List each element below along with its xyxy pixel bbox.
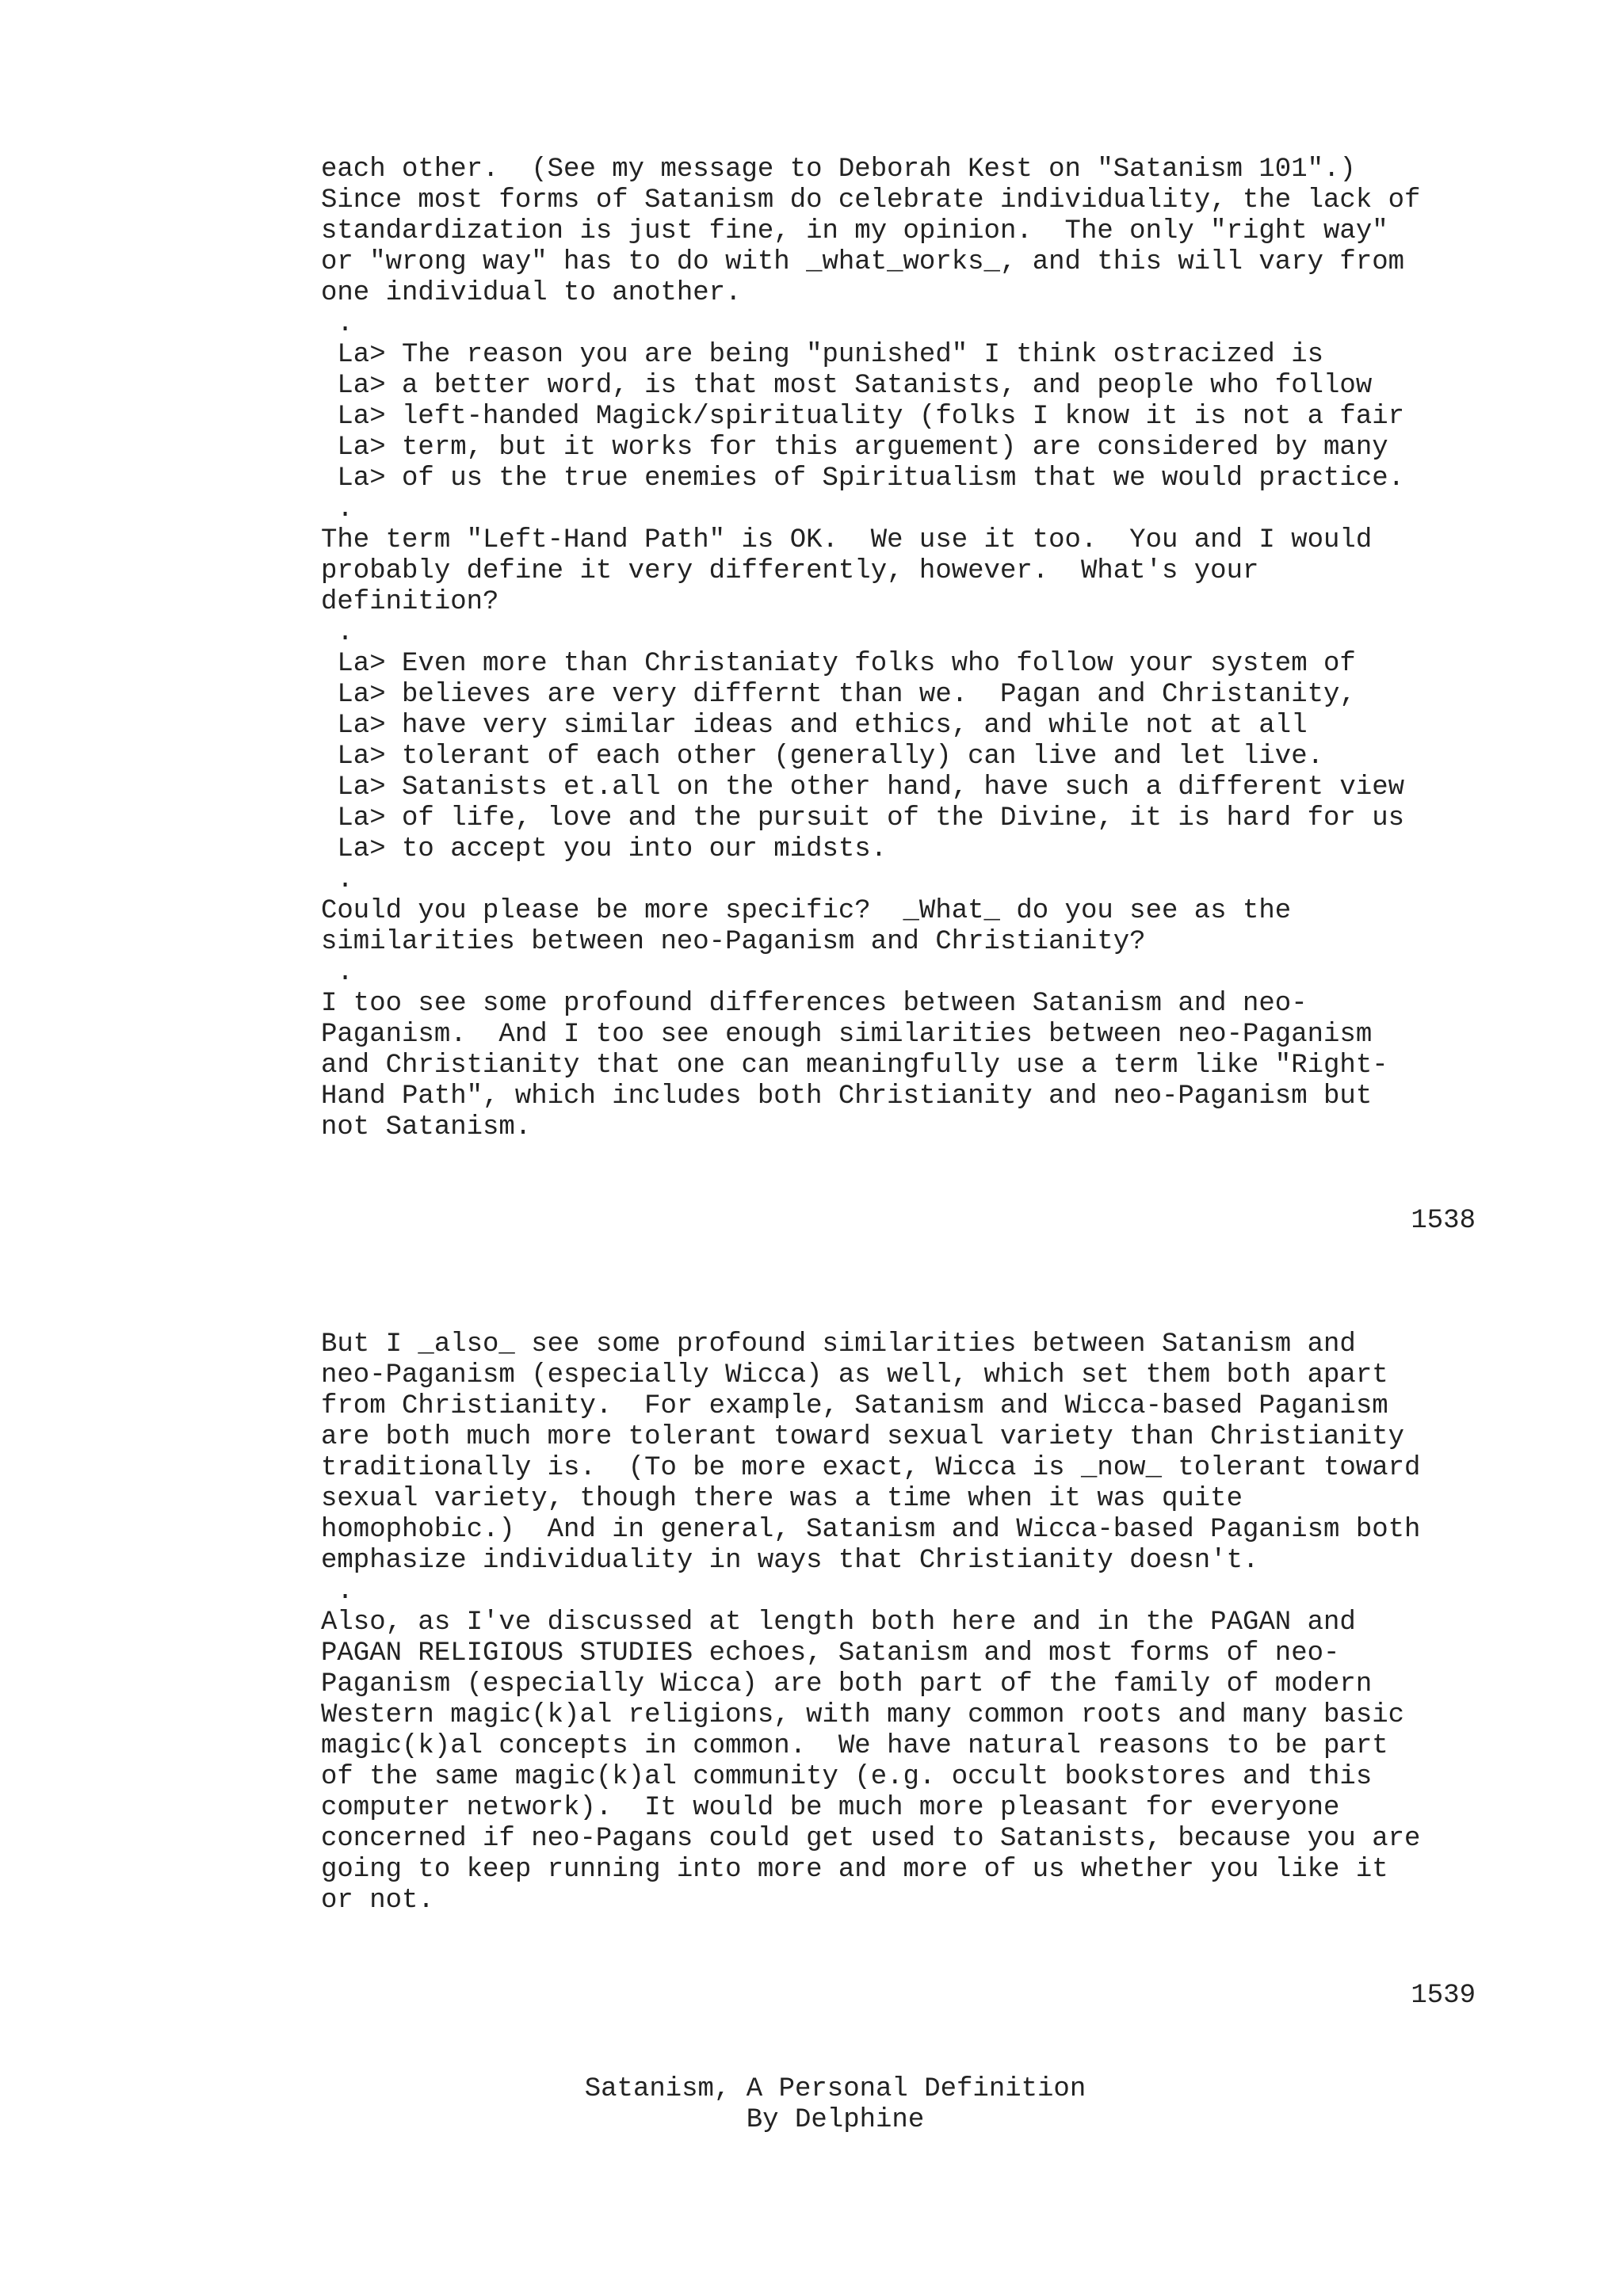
page-number-1539: 1539 bbox=[1411, 1981, 1476, 2011]
page-1539-text-line: traditionally is. (To be more exact, Wicca is _now_ tolerant toward bbox=[321, 1453, 1421, 1483]
page-1539-text-line: computer network). It would be much more pleasant for everyone bbox=[321, 1793, 1340, 1823]
page-1539-text-line: PAGAN RELIGIOUS STUDIES echoes, Satanism and most forms of neo- bbox=[321, 1638, 1340, 1669]
page-1538-text-line: La> tolerant of each other (generally) can live and let live. bbox=[321, 742, 1324, 772]
page-1538-text-line: La> a better word, is that most Satanists, and people who follow bbox=[321, 371, 1373, 401]
page-1539-text-line: emphasize individuality in ways that Christianity doesn't. bbox=[321, 1546, 1259, 1576]
page-1539-text-line: magic(k)al concepts in common. We have natural reasons to be part bbox=[321, 1731, 1388, 1761]
page-1538-text-line: similarities between neo-Paganism and Christianity? bbox=[321, 927, 1146, 957]
page-1538-text-line: probably define it very differently, however. What's your bbox=[321, 556, 1259, 586]
article-author: By Delphine bbox=[746, 2105, 925, 2135]
page-1539-text-line: from Christianity. For example, Satanism and Wicca-based Paganism bbox=[321, 1391, 1388, 1421]
page-1539-text-line: Paganism (especially Wicca) are both part of the family of modern bbox=[321, 1669, 1373, 1699]
page-1538-text-line: definition? bbox=[321, 587, 499, 617]
page-1539-text-line: are both much more tolerant toward sexual variety than Christianity bbox=[321, 1422, 1405, 1452]
page-1538-text-line: I too see some profound differences between Satanism and neo- bbox=[321, 989, 1308, 1019]
page-1538-text-line: La> believes are very differnt than we. Pagan and Christanity, bbox=[321, 680, 1356, 710]
page-1538-text-line: one individual to another. bbox=[321, 278, 742, 308]
page-1538-text-line: not Satanism. bbox=[321, 1112, 532, 1142]
page-1538-text-line: . bbox=[321, 865, 353, 895]
page-1539-text-line: Western magic(k)al religions, with many common roots and many basic bbox=[321, 1700, 1405, 1730]
page-1538-text-line: Hand Path", which includes both Christianity and neo-Paganism but bbox=[321, 1081, 1373, 1112]
page-1539-text-line: or not. bbox=[321, 1886, 434, 1916]
page-1538-text-line: La> left-handed Magick/spirituality (folks I know it is not a fair bbox=[321, 402, 1405, 432]
page-1538-text-line: standardization is just fine, in my opinion. The only "right way" bbox=[321, 216, 1388, 246]
page-1539-text-line: of the same magic(k)al community (e.g. occult bookstores and this bbox=[321, 1762, 1373, 1792]
page-1539-text-line: . bbox=[321, 1577, 353, 1607]
page-1539-text-line: neo-Paganism (especially Wicca) as well, which set them both apart bbox=[321, 1360, 1388, 1390]
page-1539-text-line: concerned if neo-Pagans could get used to Satanists, because you are bbox=[321, 1824, 1421, 1854]
page-number-1538: 1538 bbox=[1411, 1206, 1476, 1236]
page-1538-text-line: or "wrong way" has to do with _what_works_, and this will vary from bbox=[321, 247, 1405, 277]
page-1539-text-line: homophobic.) And in general, Satanism and Wicca-based Paganism both bbox=[321, 1515, 1421, 1545]
page-1538-text-line: La> of us the true enemies of Spiritualism that we would practice. bbox=[321, 463, 1405, 494]
page-1538-text-line: La> The reason you are being "punished" I think ostracized is bbox=[321, 340, 1324, 370]
page-1538-text-line: La> have very similar ideas and ethics, and while not at all bbox=[321, 711, 1308, 741]
page-1539-text-line: sexual variety, though there was a time when it was quite bbox=[321, 1484, 1243, 1514]
page-1538-text-line: . bbox=[321, 309, 353, 339]
page-1538-text-line: Could you please be more specific? _What_ do you see as the bbox=[321, 896, 1292, 926]
page-1538-text-line: La> of life, love and the pursuit of the Divine, it is hard for us bbox=[321, 803, 1405, 833]
page-1539-text-line: But I _also_ see some profound similarities between Satanism and bbox=[321, 1329, 1356, 1360]
page-1539-text-line: going to keep running into more and more of us whether you like it bbox=[321, 1855, 1388, 1885]
page-1538-text-line: . bbox=[321, 958, 353, 988]
page-1538-text-line: and Christianity that one can meaningfully use a term like "Right- bbox=[321, 1051, 1388, 1081]
page-1538-text-line: . bbox=[321, 494, 353, 524]
page-1538-text-line: each other. (See my message to Deborah Kest on "Satanism 101".) bbox=[321, 154, 1356, 185]
page-1539-text-line: Also, as I've discussed at length both here and in the PAGAN and bbox=[321, 1608, 1356, 1638]
page-1538-text-line: . bbox=[321, 618, 353, 648]
page-1538-text-line: La> to accept you into our midsts. bbox=[321, 834, 888, 864]
page-1538-text-line: Since most forms of Satanism do celebrate individuality, the lack of bbox=[321, 185, 1421, 215]
article-title: Satanism, A Personal Definition bbox=[584, 2074, 1086, 2104]
page-1538-text-line: The term "Left-Hand Path" is OK. We use it too. You and I would bbox=[321, 525, 1373, 555]
page-1538-text-line: La> Even more than Christaniaty folks who follow your system of bbox=[321, 649, 1356, 679]
page-1538-text-line: La> Satanists et.all on the other hand, have such a different view bbox=[321, 772, 1405, 803]
page-1538-text-line: La> term, but it works for this arguement) are considered by many bbox=[321, 433, 1388, 463]
page-1538-text-line: Paganism. And I too see enough similarities between neo-Paganism bbox=[321, 1020, 1373, 1050]
